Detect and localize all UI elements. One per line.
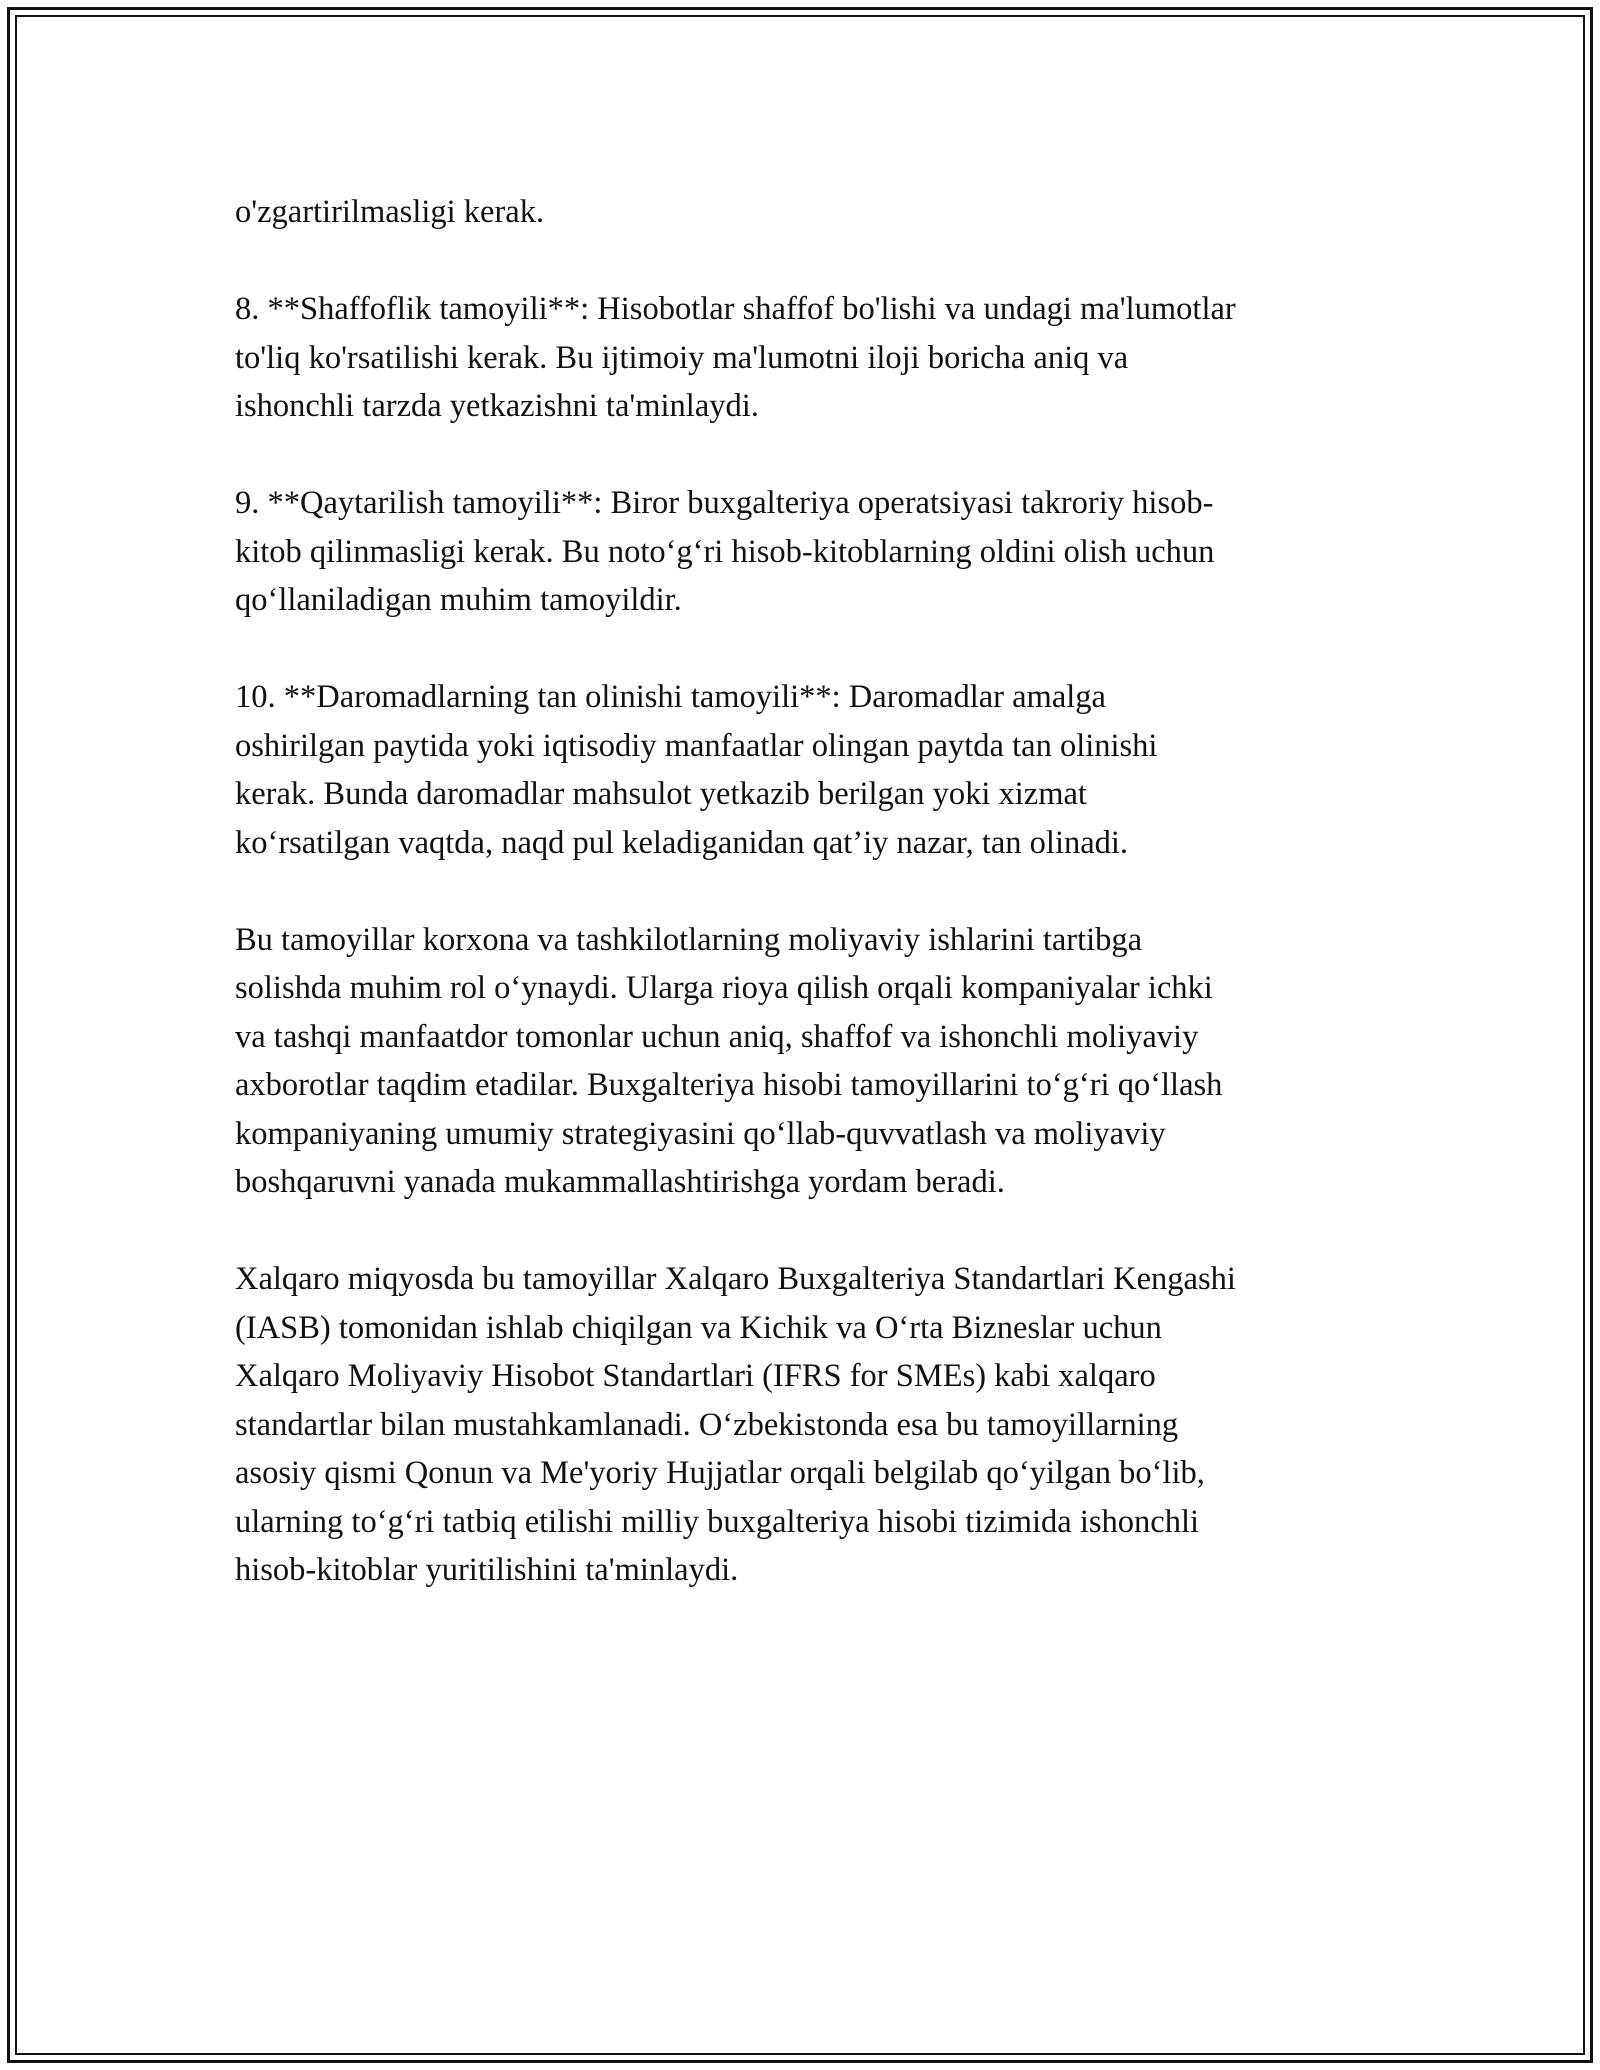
text-line: qo‘llaniladigan muhim tamoyildir. (235, 582, 682, 618)
text-line: hisob-kitoblar yuritilishini ta'minlaydi. (235, 1552, 739, 1588)
text-line: standartlar bilan mustahkamlanadi. O‘zbekistonda esa bu tamoyillarning (235, 1406, 1179, 1443)
text-line: ko‘rsatilgan vaqtda, naqd pul keladiganidan qat’iy nazar, tan olinadi. (235, 824, 1129, 861)
text-line: to'liq ko'rsatilishi kerak. Bu ijtimoiy ma'lumotni iloji boricha aniq va (235, 339, 1129, 376)
text-line: 8. **Shaffoflik tamoyili**: Hisobotlar shaffof bo'lishi va undagi ma'lumotlar (235, 291, 1236, 327)
paragraph-continuation (235, 188, 1370, 237)
text-line: ularning to‘g‘ri tatbiq etilishi milliy buxgalteriya hisobi tizimida ishonchli (235, 1503, 1200, 1540)
text-line: axborotlar taqdim etadilar. Buxgalteriya hisobi tamoyillarini to‘g‘ri qo‘llash (235, 1067, 1223, 1103)
paragraph-principle-8 (235, 285, 1370, 431)
text-line: Xalqaro miqyosda bu tamoyillar Xalqaro Buxgalteriya Standartlari Kengashi (235, 1261, 1236, 1297)
paragraph-international (235, 1255, 1370, 1595)
text-line: asosiy qismi Qonun va Me'yoriy Hujjatlar orqali belgilab qo‘yilgan bo‘lib, (235, 1455, 1205, 1491)
paragraph-summary (235, 916, 1370, 1207)
text-line: kitob qilinmasligi kerak. Bu noto‘g‘ri hisob-kitoblarning oldini olish uchun (235, 533, 1215, 570)
text-line: solishda muhim rol o‘ynaydi. Ularga rioya qilish orqali kompaniyalar ichki (235, 970, 1213, 1006)
text-line: 10. **Daromadlarning tan olinishi tamoyili**: Daromadlar amalga (235, 679, 1106, 715)
text-line: 9. **Qaytarilish tamoyili**: Biror buxgalteriya operatsiyasi takroriy hisob- (235, 485, 1214, 521)
paragraph-principle-10 (235, 673, 1370, 867)
text-line: o'zgartirilmasligi kerak. (235, 194, 545, 230)
text-line: boshqaruvni yanada mukammallashtirishga yordam beradi. (235, 1164, 1005, 1200)
text-line: Xalqaro Moliyaviy Hisobot Standartlari (IFRS for SMEs) kabi xalqaro (235, 1358, 1156, 1394)
text-line: ishonchli tarzda yetkazishni ta'minlaydi. (235, 388, 759, 424)
text-line: Bu tamoyillar korxona va tashkilotlarning moliyaviy ishlarini tartibga (235, 921, 1143, 958)
text-line: va tashqi manfaatdor tomonlar uchun aniq, shaffof va ishonchli moliyaviy (235, 1018, 1199, 1055)
text-line: kerak. Bunda daromadlar mahsulot yetkazib berilgan yoki xizmat (235, 776, 1087, 812)
document-body (235, 188, 1370, 1643)
paragraph-principle-9 (235, 479, 1370, 625)
text-line: (IASB) tomonidan ishlab chiqilgan va Kichik va O‘rta Bizneslar uchun (235, 1309, 1162, 1346)
text-line: kompaniyaning umumiy strategiyasini qo‘llab-quvvatlash va moliyaviy (235, 1115, 1166, 1152)
text-line: oshirilgan paytida yoki iqtisodiy manfaatlar olingan paytda tan olinishi (235, 727, 1158, 764)
